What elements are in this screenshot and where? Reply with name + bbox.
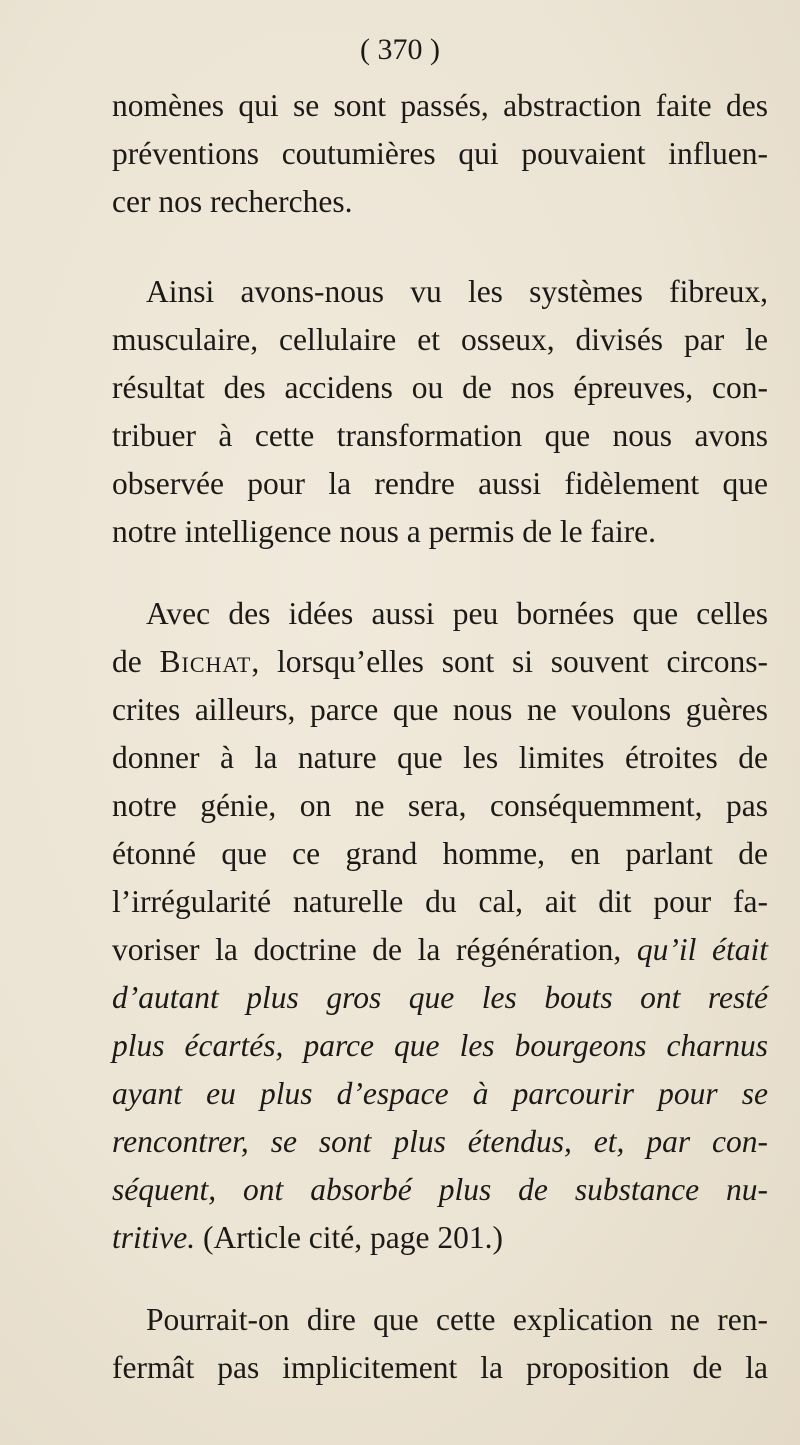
text-line: [112, 1118, 768, 1166]
text-line: fermât pas implicitement la proposition de la: [112, 1350, 768, 1385]
text-line: [112, 974, 768, 1022]
text-line: Avec des idées aussi peu bornées que celles: [146, 596, 768, 631]
text-line: Ainsi avons-nous vu les systèmes fibreux,: [146, 274, 768, 309]
quotation: séquent, ont absorbé plus de substance nu-: [112, 1172, 768, 1207]
citation: (Article cité, page 201.): [195, 1220, 503, 1255]
text-line: musculaire, cellulaire et osseux, divisés par le: [112, 322, 768, 357]
text-line: [112, 1214, 768, 1262]
quotation: ayant eu plus d’espace à parcourir pour se: [112, 1076, 768, 1111]
text-line: cer nos recherches.: [112, 184, 353, 219]
text-line: étonné que ce grand homme, en parlant de: [112, 836, 768, 871]
text-line: tribuer à cette transformation que nous avons: [112, 418, 768, 453]
quotation: tritive.: [112, 1220, 196, 1255]
paragraph-3: [112, 590, 768, 1262]
body-text: [112, 82, 768, 1392]
quotation: qu’il était: [636, 932, 769, 967]
text-line: [112, 1166, 768, 1214]
text-line: résultat des accidens ou de nos épreuves, con-: [112, 370, 768, 405]
quotation: rencontrer, se sont plus étendus, et, par con-: [112, 1124, 768, 1159]
text-line: préventions coutumières qui pouvaient influen-: [112, 136, 768, 171]
paragraph-1: [112, 82, 768, 226]
text-line: [112, 1070, 768, 1118]
text-line: [112, 1022, 768, 1070]
text-line: donner à la nature que les limites étroites de: [112, 740, 768, 775]
quotation: d’autant plus gros que les bouts ont resté: [112, 980, 768, 1015]
text-line: l’irrégularité naturelle du cal, ait dit pour fa-: [112, 884, 768, 919]
page-number: ( 370 ): [360, 33, 440, 66]
text-line: notre intelligence nous a permis de le faire.: [112, 514, 657, 549]
text-line: voriser la doctrine de la régénération, qu’il était: [112, 932, 769, 967]
text-line: Pourrait-on dire que cette explication ne ren-: [146, 1302, 768, 1337]
paragraph-2: [112, 268, 768, 556]
text-line: nomènes qui se sont passés, abstraction faite des: [112, 88, 768, 123]
text-line: notre génie, on ne sera, conséquemment, pas: [112, 788, 768, 823]
text-line: observée pour la rendre aussi fidèlement que: [112, 466, 768, 501]
author-name: Bichat: [159, 644, 252, 679]
text-line: crites ailleurs, parce que nous ne voulons guères: [112, 692, 768, 727]
paragraph-4: [112, 1296, 768, 1392]
quotation: plus écartés, parce que les bourgeons charnus: [112, 1028, 768, 1063]
text-line: de Bichat, lorsqu’elles sont si souvent circons-: [112, 644, 768, 679]
